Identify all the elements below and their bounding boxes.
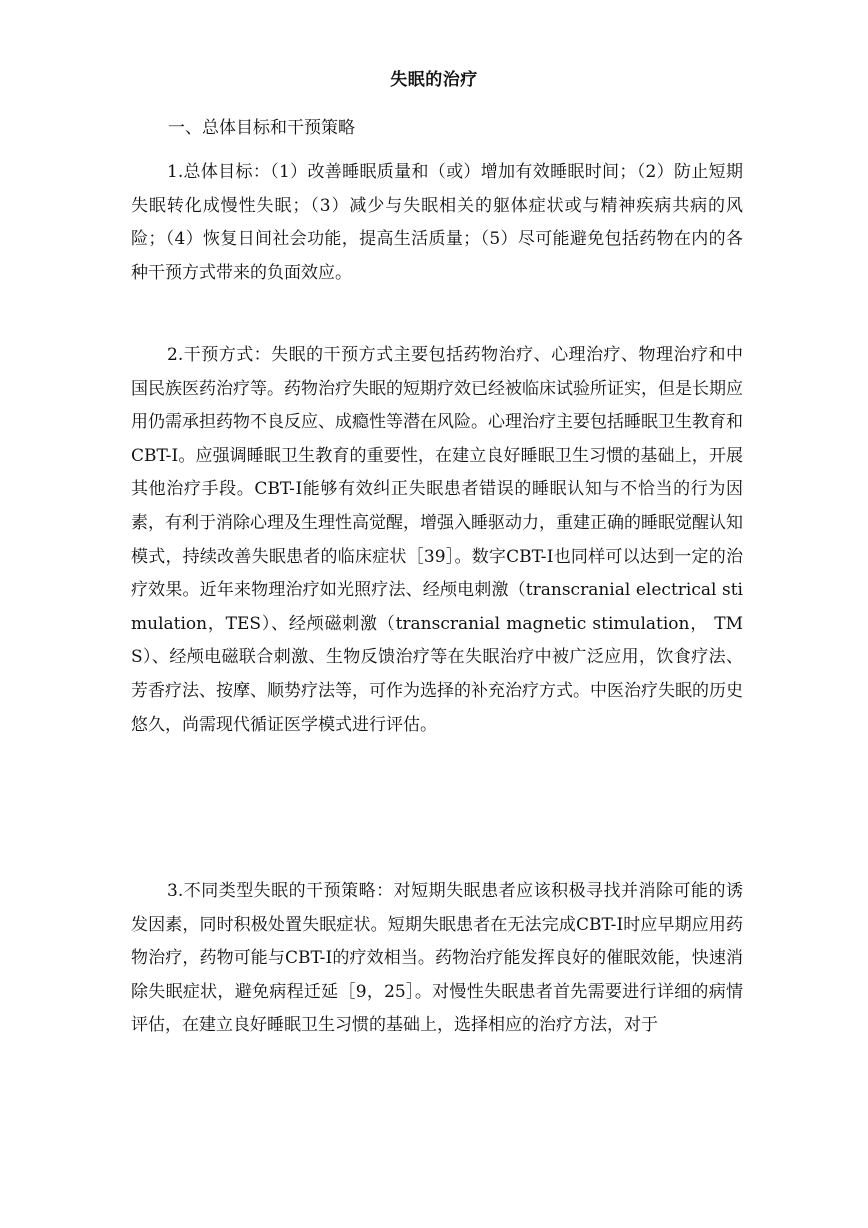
section-heading: 一、总体目标和干预策略 (168, 118, 355, 138)
paragraph-goals: 1.总体目标：（1）改善睡眠质量和（或）增加有效睡眠时间；（2）防止短期失眠转化成慢性失眠；（3）减少与失眠相关的躯体症状或与精神疾病共病的风险；（4）恢复日间社会功能，提高生活质量；（5）尽可能避免包括药物在内的各种干预方式带来的负面效应。 (131, 162, 743, 283)
page-title: 失眠的治疗 (390, 70, 478, 90)
paragraph-strategies: 3.不同类型失眠的干预策略：对短期失眠患者应该积极寻找并消除可能的诱发因素，同时积极处置失眠症状。短期失眠患者在无法完成CBT-Ⅰ时应早期应用药物治疗，药物可能与CBT-Ⅰ的疗效相当。药物治疗能发挥良好的催眠效能，快速消除失眠症状，避免病程迁延［9，25］。对慢性失眠患者首先需要进行详细的病情评估，在建立良好睡眠卫生习惯的基础上，选择相应的治疗方法，对于 (131, 881, 743, 1036)
paragraph-interventions: 2.干预方式：失眠的干预方式主要包括药物治疗、心理治疗、物理治疗和中国民族医药治疗等。药物治疗失眠的短期疗效已经被临床试验所证实，但是长期应用仍需承担药物不良反应、成瘾性等潜在风险。心理治疗主要包括睡眠卫生教育和CBT-Ⅰ。应强调睡眠卫生教育的重要性，在建立良好睡眠卫生习惯的基础上，开展其他治疗手段。CBT-Ⅰ能够有效纠正失眠患者错误的睡眠认知与不恰当的行为因素，有利于消除心理及生理性高觉醒，增强入睡驱动力，重建正确的睡眠觉醒认知模式，持续改善失眠患者的临床症状［39］。数字CBT-Ⅰ也同样可以达到一定的治疗效果。近年来物理治疗如光照疗法、经颅电刺激（transcranial electrical stimulation，TES）、经颅磁刺激（transcranial magnetic stimulation， TMS）、经颅电磁联合刺激、生物反馈治疗等在失眠治疗中被广泛应用，饮食疗法、芳香疗法、按摩、顺势疗法等，可作为选择的补充治疗方式。中医治疗失眠的历史悠久，尚需现代循证医学模式进行评估。 (131, 345, 743, 735)
